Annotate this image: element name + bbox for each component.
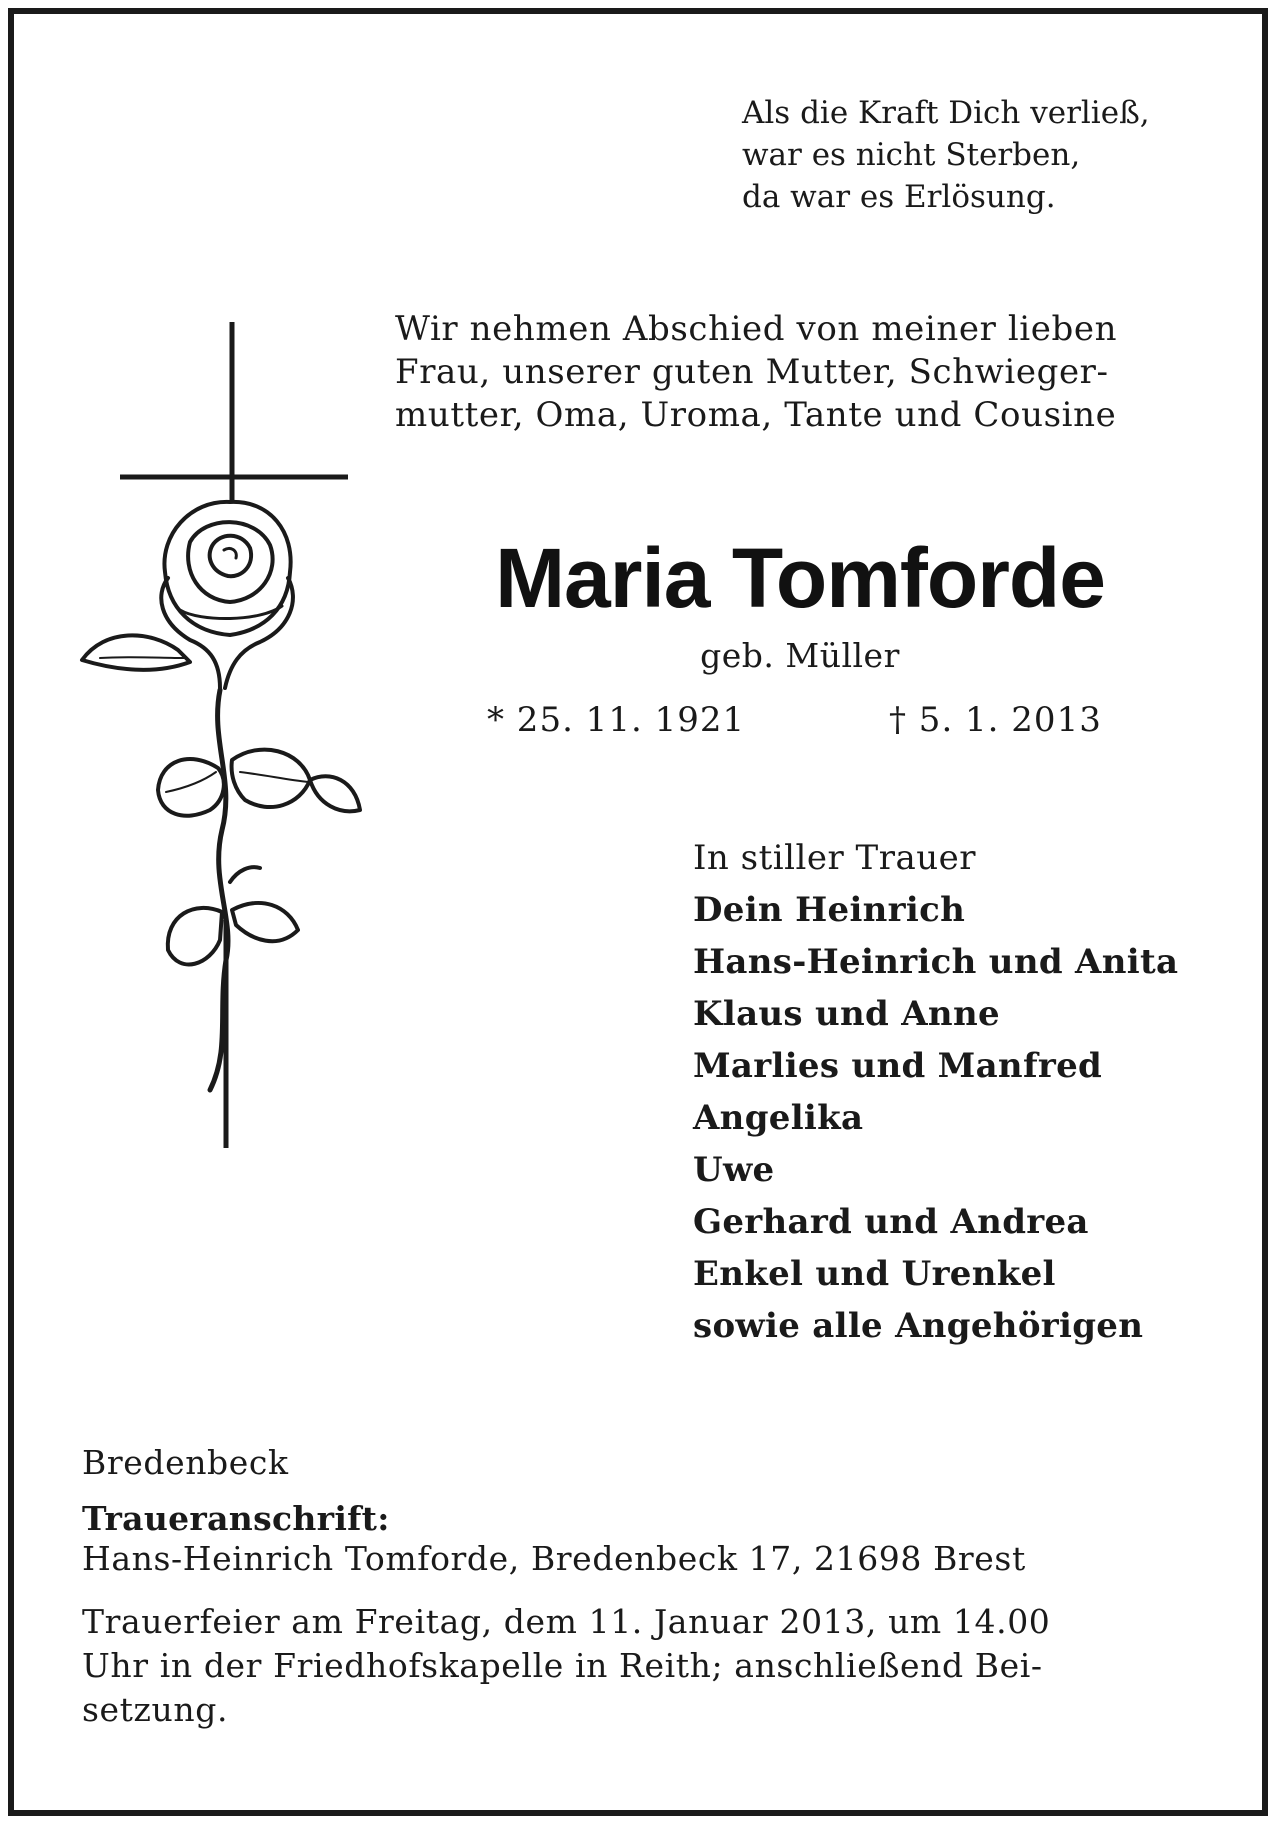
service-line: setzung. (82, 1690, 229, 1729)
mourner-name: Angelika (693, 1098, 864, 1138)
service-info (82, 1600, 1050, 1732)
cross-with-rose (60, 310, 390, 1160)
mourner-name: Klaus und Anne (693, 994, 1000, 1034)
intro-line: Wir nehmen Abschied von meiner lieben (395, 309, 1118, 349)
mourners-list (693, 832, 1178, 1352)
intro-line: Frau, unserer guten Mutter, Schwieger- (395, 352, 1109, 392)
mourners-heading: In stiller Trauer (693, 838, 977, 878)
rose-icon (82, 502, 360, 1090)
motto-line: da war es Erlösung. (742, 179, 1056, 215)
mourner-name: sowie alle Angehörigen (693, 1306, 1144, 1346)
service-line: Trauerfeier am Freitag, dem 11. Januar 2013, um 14.00 (82, 1602, 1051, 1641)
death-date: † 5. 1. 2013 (889, 700, 1102, 740)
service-line: Uhr in der Friedhofskapelle in Reith; anschließend Bei- (82, 1646, 1043, 1685)
intro-text (395, 308, 1200, 437)
motto-line: Als die Kraft Dich verließ, (742, 95, 1150, 131)
mourner-name: Marlies und Manfred (693, 1046, 1103, 1086)
birth-date: * 25. 11. 1921 (487, 700, 746, 740)
address-label: Traueranschrift: (82, 1499, 390, 1538)
maiden-name: geb. Müller (700, 636, 900, 675)
motto-line: war es nicht Sterben, (742, 137, 1081, 173)
deceased-name: Maria Tomforde (495, 531, 1105, 625)
place-name: Bredenbeck (82, 1443, 289, 1482)
intro-line: mutter, Oma, Uroma, Tante und Cousine (395, 395, 1117, 435)
cross-icon (120, 322, 348, 1148)
mourner-name: Gerhard und Andrea (693, 1202, 1089, 1242)
motto-verse (742, 92, 1150, 218)
mourner-name: Enkel und Urenkel (693, 1254, 1056, 1294)
mourning-address: Hans-Heinrich Tomforde, Bredenbeck 17, 21698 Brest (82, 1539, 1026, 1578)
mourner-name: Hans-Heinrich und Anita (693, 942, 1179, 982)
mourner-name: Uwe (693, 1150, 775, 1190)
mourner-name: Dein Heinrich (693, 890, 966, 930)
